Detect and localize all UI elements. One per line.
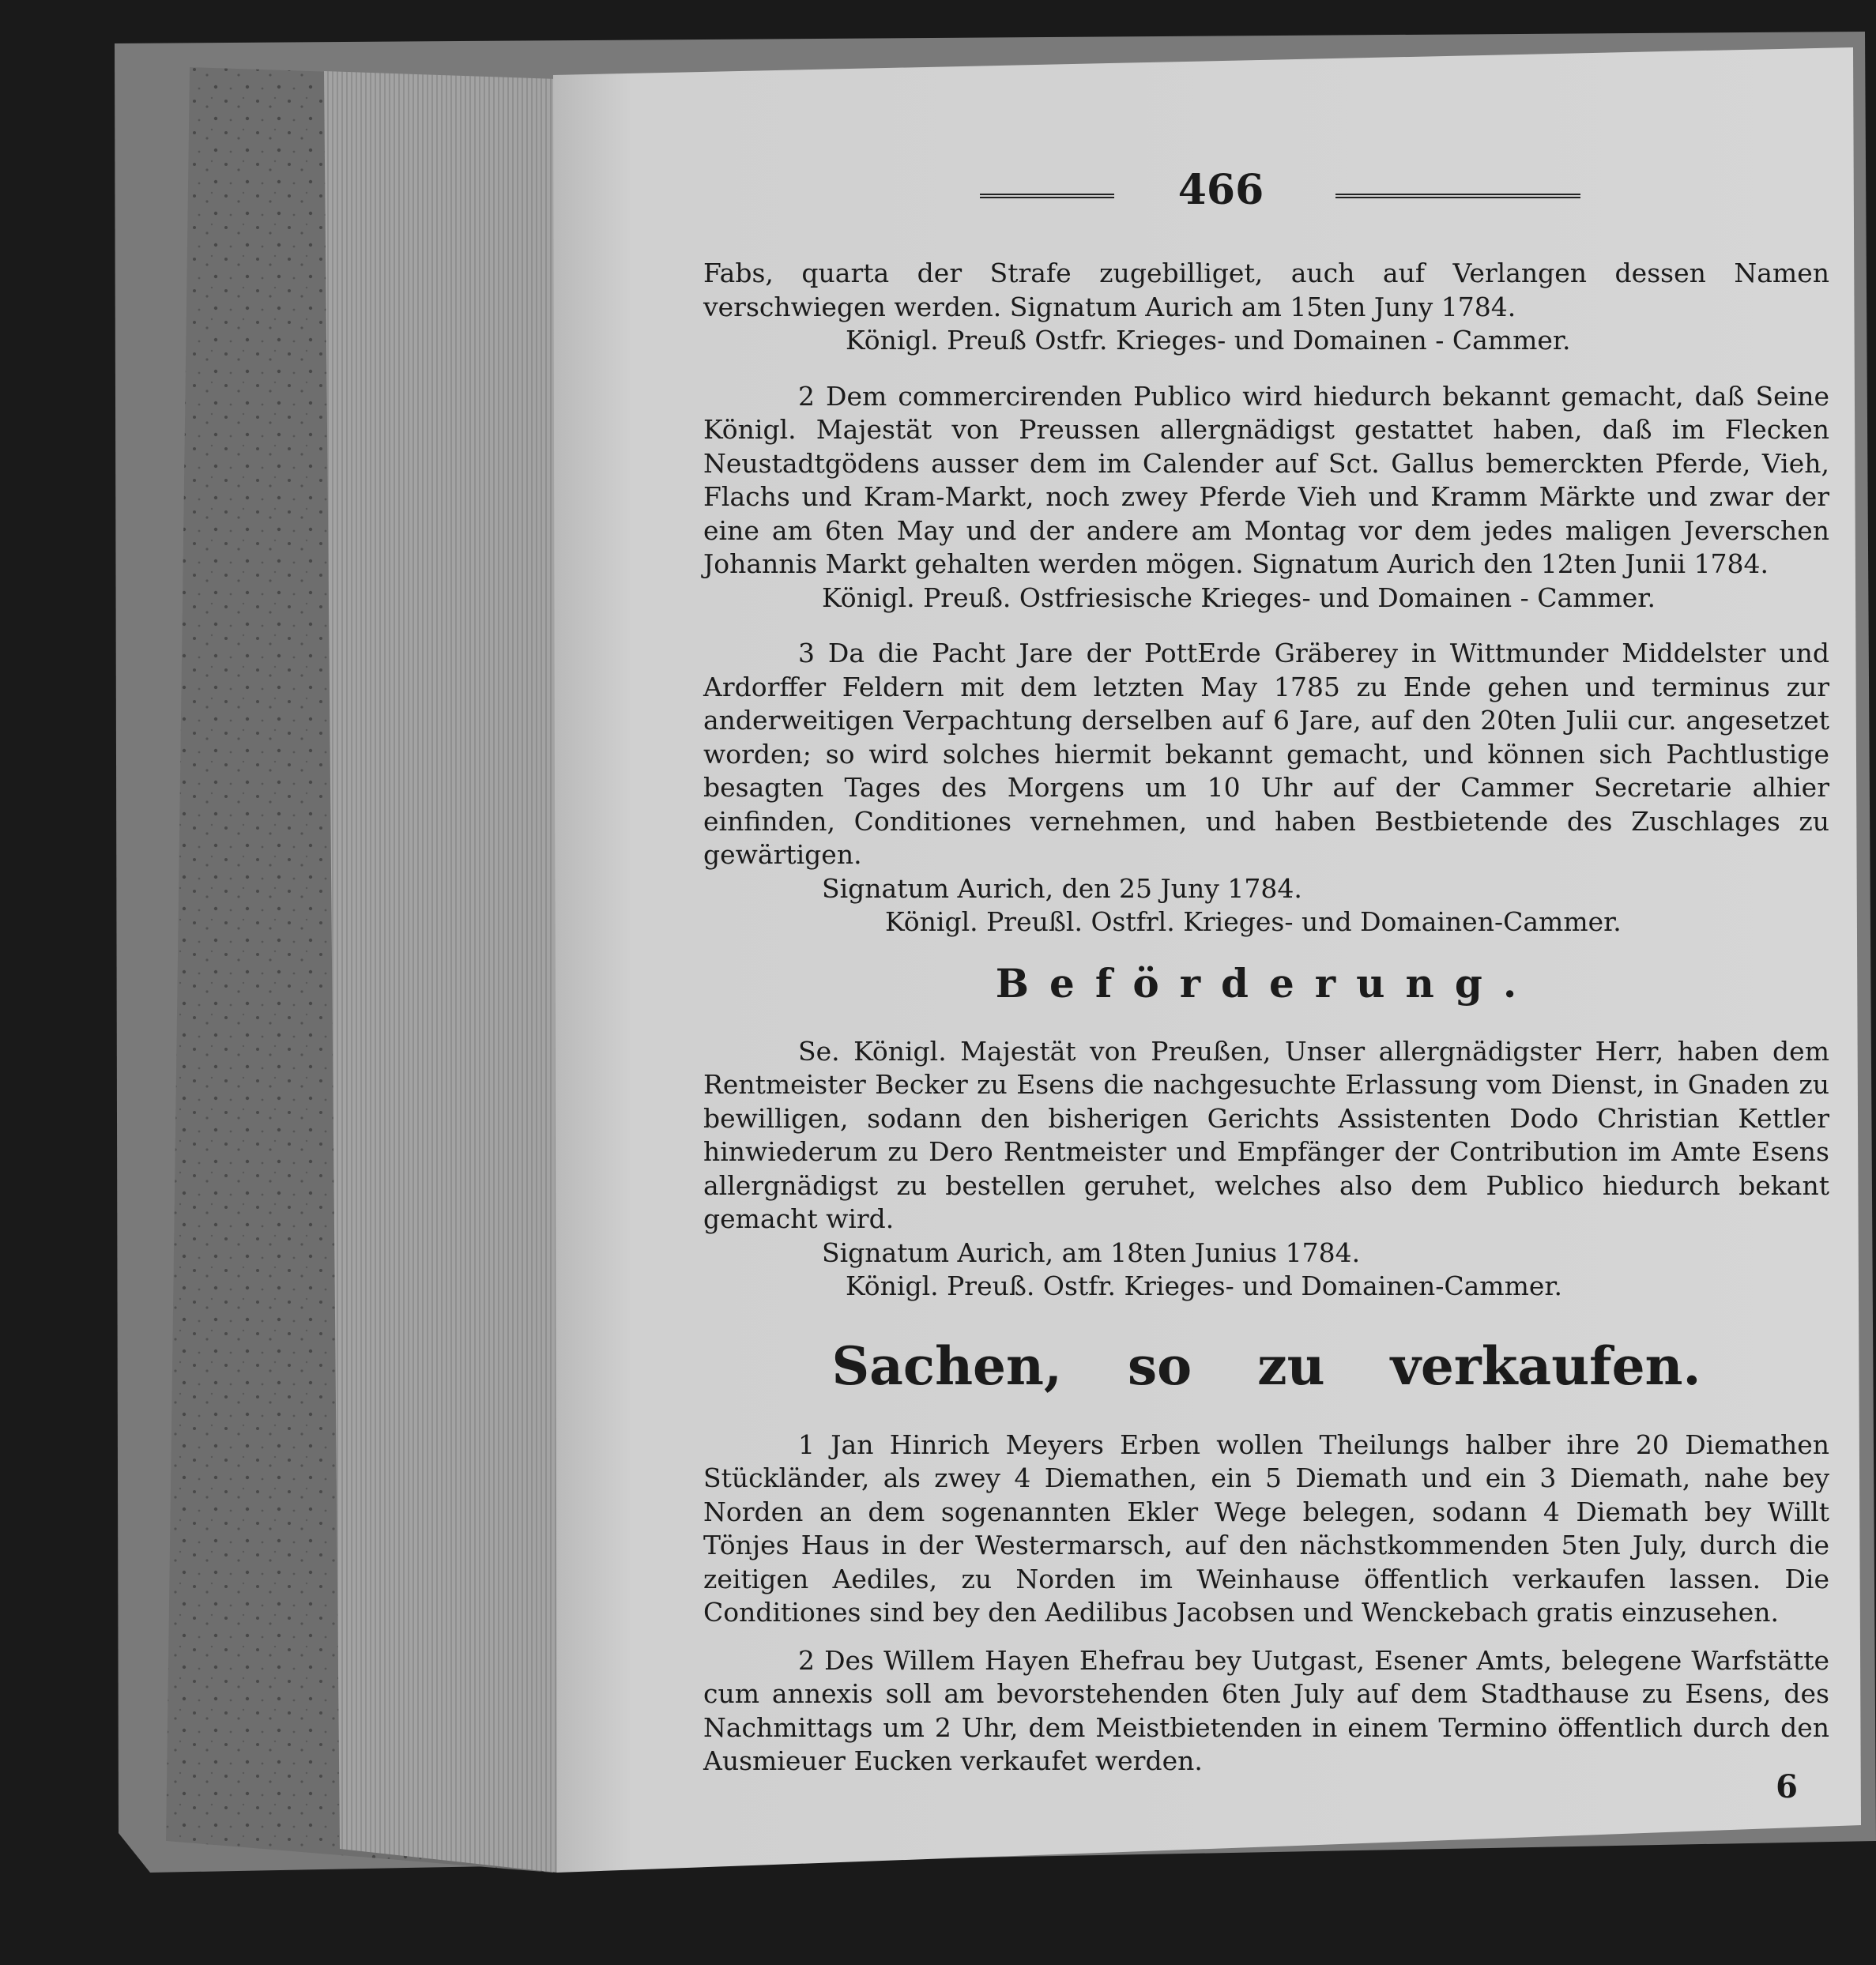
verkaufen-item-2: 2 Des Willem Hayen Ehefrau bey Uutgast, Esener Amts, belegene Warfstätte cum annexis soll am bevorstehenden 6ten July auf dem Stadthause zu Esens, des Nachmittags um 2 Uhr, dem Meistbietenden in einem Termino öffentlich durch den Ausmieuer Eucken verkaufet werden. bbox=[703, 1644, 1829, 1776]
printer-signature-mark: 6 bbox=[1776, 1768, 1798, 1805]
continuation-paragraph: Fabs, quarta der Strafe zugebilliget, auch auf Verlangen dessen Namen verschwiegen werden. Signatum Aurich am 15ten Juny 1784. bbox=[703, 258, 1829, 322]
page-header bbox=[703, 162, 1829, 225]
notice-item-3-authority: Königl. Preußl. Ostfrl. Krieges- und Domainen-Cammer. bbox=[885, 906, 1622, 937]
continuation-authority: Königl. Preuß Ostfr. Krieges- und Domainen - Cammer. bbox=[846, 325, 1571, 356]
befoerderung-signature: Signatum Aurich, am 18ten Junius 1784. bbox=[822, 1237, 1361, 1268]
notice-item-3: 3 Da die Pacht Jare der PottErde Gräberey in Wittmunder Middelster und Ardorffer Feldern mit dem letzten May 1785 zu Ende gehen und terminus zur anderweitigen Verpachtung derselben auf 6 Jare, auf den 20ten Julii cur. angesetzet worden; so wird solches hiermit bekannt gemacht, und können sich Pachtlustige besagten Tages des Morgens um 10 Uhr auf der Cammer Secretarie alhier einfinden, Conditiones vernehmen, und haben Bestbietende des Zuschlages zu gewärtigen. bbox=[703, 638, 1829, 870]
notice-item-2: 2 Dem commercirenden Publico wird hiedurch bekannt gemacht, daß Seine Königl. Majestät von Preussen allergnädigst gestattet haben, daß im Flecken Neustadtgödens ausser dem im Calender auf Sct. Gallus bemerckten Pferde, Vieh, Flachs und Kram-Markt, noch zwey Pferde Vieh und Kramm Märkte und zwar der eine am 6ten May und der andere am Montag vor dem jedes maligen Jeverschen Johannis Markt gehalten werden mögen. Signatum Aurich den 12ten Junii 1784. bbox=[703, 380, 1829, 579]
page-body bbox=[703, 257, 1829, 1793]
befoerderung-authority: Königl. Preuß. Ostfr. Krieges- und Domainen-Cammer. bbox=[846, 1270, 1563, 1301]
notice-item-2-authority: Königl. Preuß. Ostfriesische Krieges- und Domainen - Cammer. bbox=[822, 582, 1656, 613]
header-rule-left bbox=[980, 194, 1114, 198]
notice-item-3-signature: Signatum Aurich, den 25 Juny 1784. bbox=[822, 872, 1302, 904]
befoerderung-paragraph: Se. Königl. Majestät von Preußen, Unser allergnädigster Herr, haben dem Rentmeister Becker zu Esens die nachgesuchte Erlassung vom Dienst, in Gnaden zu bewilligen, sodann den bisherigen Gerichts Assistenten Dodo Christian Kettler hinwiederum zu Dero Rentmeister und Empfänger der Contribution im Amte Esens allergnädigst zu bestellen geruhet, welches also dem Publico hiedurch bekant gemacht wird. bbox=[703, 1035, 1829, 1234]
section-heading-befoerderung: Beförderung. bbox=[995, 959, 1538, 1007]
page-number: 466 bbox=[1177, 166, 1264, 214]
page-text-area bbox=[703, 162, 1829, 1805]
header-rule-right bbox=[1335, 194, 1580, 198]
verkaufen-item-1: 1 Jan Hinrich Meyers Erben wollen Theilungs halber ihre 20 Diemathen Stückländer, als zwey 4 Diemathen, ein 5 Diemath und ein 3 Diemath, nahe bey Norden an dem sogenannten Ekler Wege belegen, sodann 4 Diemath bey Willt Tönjes Haus in der Westermarsch, auf den nächstkommenden 5ten July, durch die zeitigen Aediles, zu Norden im Weinhause öffentlich verkaufen lassen. Die Conditiones sind bey den Aedilibus Jacobsen und Wenckebach gratis einzusehen. bbox=[703, 1429, 1829, 1628]
page-edges bbox=[324, 71, 557, 1873]
section-heading-verkaufen: Sachen, so zu verkaufen. bbox=[831, 1334, 1701, 1397]
